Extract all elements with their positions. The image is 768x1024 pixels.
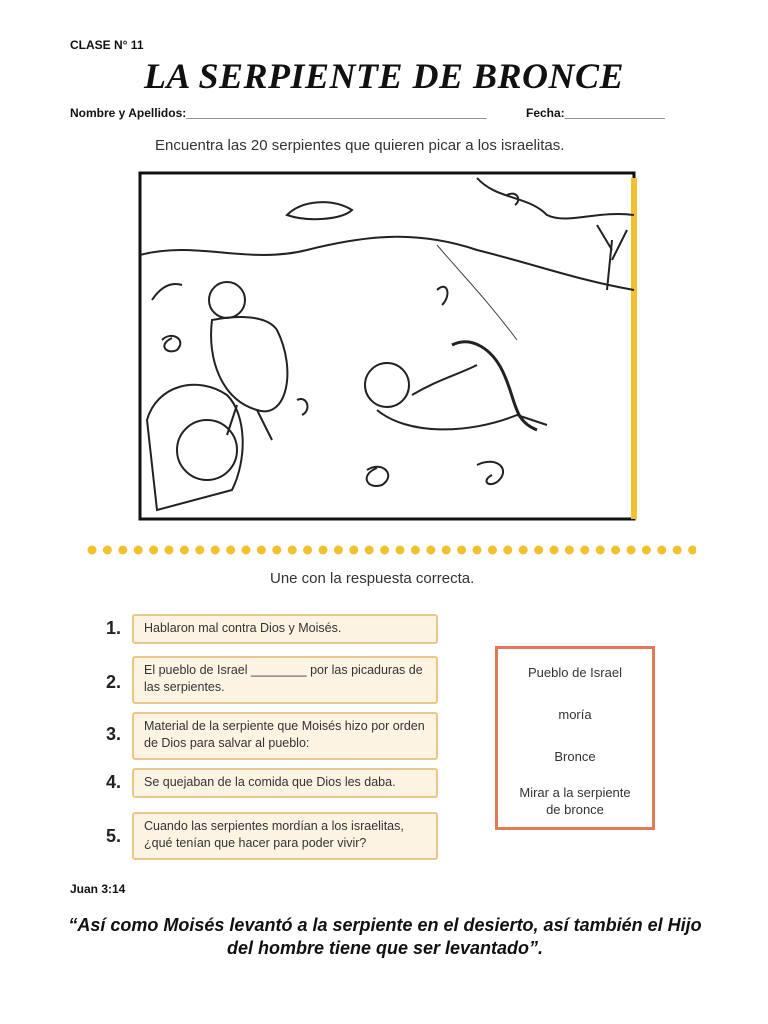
divider-dot — [257, 546, 266, 555]
question-box-3: Material de la serpiente que Moisés hizo por orden de Dios para salvar al pueblo: — [132, 712, 438, 760]
divider-dot — [611, 546, 620, 555]
divider-dot — [411, 546, 420, 555]
activity1-instruction: Encuentra las 20 serpientes que quieren picar a los israelitas. — [155, 137, 565, 154]
divider-dot — [165, 546, 174, 555]
answer-option-4: Mirar a la serpiente de bronce — [519, 785, 631, 817]
answer-option-3: Bronce — [554, 749, 596, 764]
question-box-1: Hablaron mal contra Dios y Moisés. — [132, 614, 438, 644]
divider-dot — [380, 546, 389, 555]
answer-option-2: moría — [558, 707, 592, 722]
divider-dot — [534, 546, 543, 555]
class-number: CLASE N° 11 — [70, 38, 144, 52]
divider-dot — [211, 546, 220, 555]
divider-dot — [488, 546, 497, 555]
divider-dot — [242, 546, 251, 555]
divider-dot — [580, 546, 589, 555]
divider-dot — [442, 546, 451, 555]
divider-dot — [519, 546, 528, 555]
divider-dot — [565, 546, 574, 555]
activity2-instruction: Une con la respuesta correcta. — [270, 570, 475, 587]
answer-option-1: Pueblo de Israel — [528, 665, 622, 680]
divider-dot — [226, 546, 235, 555]
divider-dot — [334, 546, 343, 555]
answer-box — [495, 646, 655, 830]
divider-dot — [103, 546, 112, 555]
divider-dot — [642, 546, 651, 555]
page-title: LA SERPIENTE DE BRONCE — [143, 56, 625, 96]
question-number-3: 3. — [106, 724, 122, 744]
divider-dot — [457, 546, 466, 555]
question-box-5: Cuando las serpientes mordían a los israelitas, ¿qué tenían que hacer para poder vivir? — [132, 812, 438, 860]
divider-dot — [118, 546, 127, 555]
divider-dot — [688, 546, 696, 555]
question-number-1: 1. — [106, 618, 122, 638]
divider-dot — [550, 546, 559, 555]
divider-dot — [657, 546, 666, 555]
divider-dot — [134, 546, 143, 555]
divider-dot — [396, 546, 405, 555]
question-box-4: Se quejaban de la comida que Dios les daba. — [132, 768, 438, 798]
divider-dot — [180, 546, 189, 555]
divider-dot — [503, 546, 512, 555]
question-number-5: 5. — [106, 826, 122, 846]
divider-dot — [349, 546, 358, 555]
question-number-2: 2. — [106, 672, 122, 692]
verse-reference: Juan 3:14 — [70, 882, 126, 896]
name-field-label: Nombre y Apellidos:_____________________________________________ — [70, 106, 487, 120]
question-box-2: El pueblo de Israel ________ por las picaduras de las serpientes. — [132, 656, 438, 704]
date-field-label: Fecha:_______________ — [526, 106, 665, 120]
divider-dot — [288, 546, 297, 555]
divider-dot — [365, 546, 374, 555]
divider-dot — [627, 546, 636, 555]
dotted-divider — [86, 541, 696, 559]
divider-dot — [319, 546, 328, 555]
snake-scene-illustration — [137, 170, 637, 522]
divider-dot — [303, 546, 312, 555]
divider-dot — [88, 546, 97, 555]
question-number-4: 4. — [106, 772, 122, 792]
verse-text: “Así como Moisés levantó a la serpiente en el desierto, así también el Hijo del hombre tiene que ser levantado”. — [68, 915, 702, 959]
divider-dot — [426, 546, 435, 555]
divider-dot — [596, 546, 605, 555]
divider-dot — [673, 546, 682, 555]
divider-dot — [473, 546, 482, 555]
divider-dot — [195, 546, 204, 555]
divider-dot — [149, 546, 158, 555]
divider-dot — [272, 546, 281, 555]
